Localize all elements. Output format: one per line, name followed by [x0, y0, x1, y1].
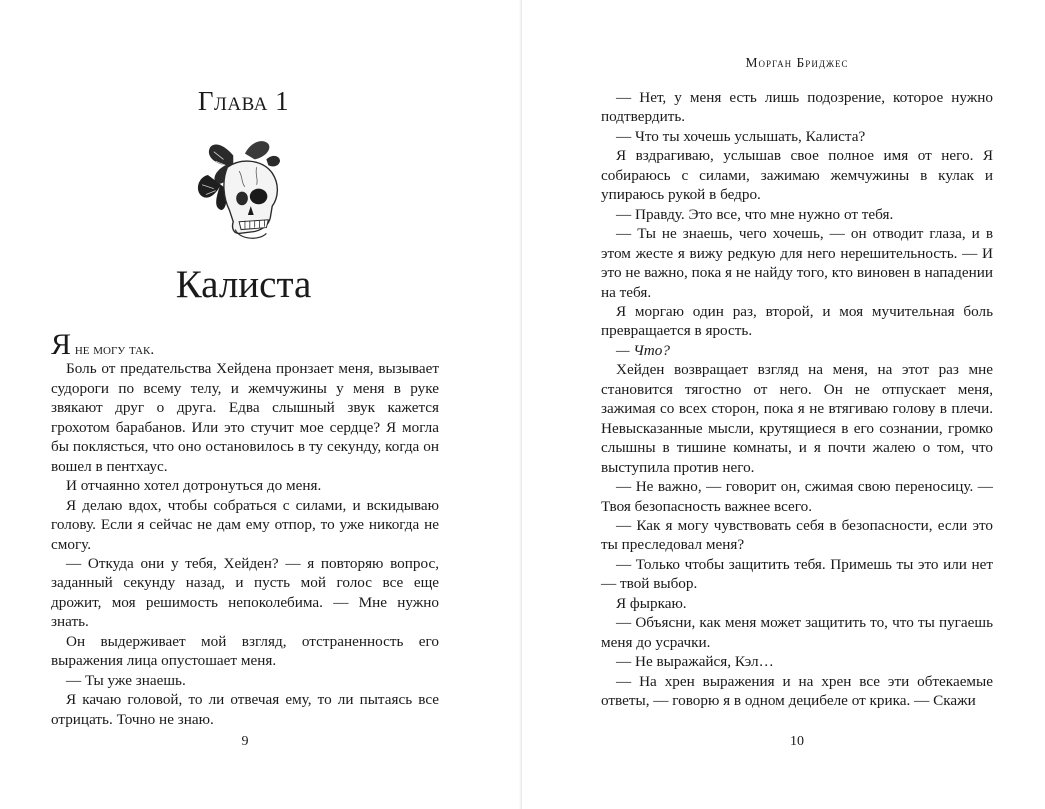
paragraph: Он выдерживает мой взгляд, отстраненность его выражения лица опустошает меня.	[51, 632, 439, 670]
paragraph: — Объясни, как меня может защитить то, что ты пугаешь меня до усрачки.	[601, 614, 993, 651]
left-page-body	[51, 328, 439, 729]
paragraph: Я качаю головой, то ли отвечая ему, то ли пытаясь все отрицать. Точно не знаю.	[51, 691, 439, 728]
paragraph: — Что?	[616, 341, 670, 359]
paragraph: Хейден возвращает взгляд на меня, на этот раз мне становится тягостно от него. Он не отпускает меня, зажимая со всех сторон, пока я не втягиваю голову в плечи. Невысказанные мысли, крутящиеся в его сознании, громко слышны в тишине комнаты, и я почти жалею о том, что выступила против него.	[601, 361, 993, 476]
paragraph: Я делаю вдох, чтобы собраться с силами, и вскидываю голову. Если я сейчас не дам ему отпор, то уже никогда не смогу.	[51, 496, 439, 553]
paragraph: — Как я могу чувствовать себя в безопасности, если это ты преследовал меня?	[601, 516, 993, 554]
opening-line	[51, 328, 439, 361]
paragraph: — Только чтобы защитить тебя. Примешь ты это или нет — твой выбор.	[601, 555, 993, 593]
paragraph: Я фыркаю.	[616, 594, 687, 612]
chapter-label: Глава 1	[197, 86, 290, 116]
page-number: 10	[790, 734, 804, 749]
right-page-body	[601, 88, 993, 711]
paragraph: — Ты не знаешь, чего хочешь, — он отводит глаза, и в этом жесте я вижу редкую для него нерешительность. — И это не важно, пока я не найду того, кто виновен в нападении на тебя.	[601, 225, 993, 301]
paragraph: — Откуда они у тебя, Хейден? — я повторяю вопрос, заданный секунду назад, и пусть мой голос все еще дрожит, моя решимость непоколебима. — Мне нужно знать.	[51, 554, 439, 631]
opening-words: не могу так.	[74, 341, 155, 358]
page-number: 9	[241, 734, 249, 749]
running-head: Морган Бриджес	[745, 55, 849, 70]
paragraph: Я моргаю один раз, второй, и моя мучительная боль превращается в ярость.	[601, 302, 993, 340]
dropcap: Я	[51, 328, 72, 361]
paragraph: — Правду. Это все, что мне нужно от тебя.	[616, 205, 894, 223]
paragraph: Я вздрагиваю, услышав свое полное имя от него. Я собираюсь с силами, зажимаю жемчужины в кулак и упираюсь рукой в бедро.	[601, 147, 993, 204]
paragraph: — Не важно, — говорит он, сжимая свою переносицу. — Твоя безопасность важнее всего.	[601, 478, 993, 515]
paragraph: — На хрен выражения и на хрен все эти обтекаемые ответы, — говорю я в одном децибеле от крика. — Скажи	[601, 672, 993, 710]
paragraph: И отчаянно хотел дотронуться до меня.	[66, 477, 322, 495]
chapter-title: Калиста	[175, 263, 312, 306]
paragraph: — Что ты хочешь услышать, Калиста?	[616, 127, 866, 145]
paragraph: — Нет, у меня есть лишь подозрение, которое нужно подтвердить.	[601, 89, 993, 126]
paragraph: — Не выражайся, Кэл…	[616, 653, 774, 671]
left-page	[0, 0, 522, 809]
skull-with-moths-icon	[194, 138, 292, 250]
paragraph: — Ты уже знаешь.	[66, 671, 186, 689]
paragraph: Боль от предательства Хейдена пронзает меня, вызывает судороги по всему телу, и жемчужины у меня в руке звякают друг о друга. Едва слышный звук кажется грохотом барабанов. Или это стучит мое сердце? Я могла бы поклясться, что оно остановилось в ту секунду, когда он вошел в пентхаус.	[51, 360, 439, 475]
